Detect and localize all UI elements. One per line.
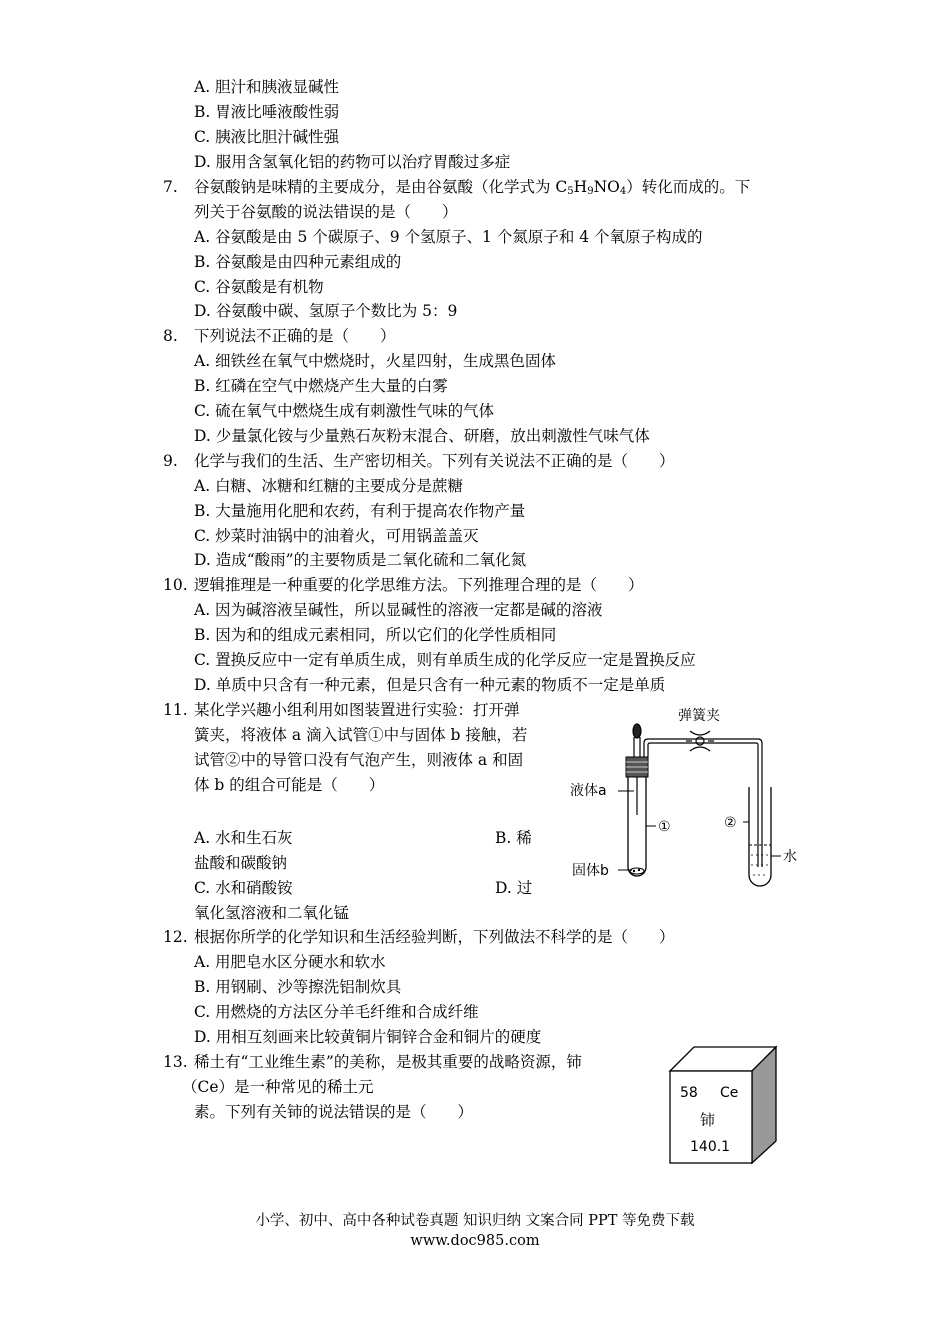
q11-option-a: A. 水和生石灰 — [194, 829, 293, 847]
q6-option-b: B. 胃液比唾液酸性弱 — [194, 103, 340, 121]
q10-number: 10. — [163, 576, 188, 594]
tube-1-label: ① — [658, 819, 671, 835]
q6-option-a: A. 胆汁和胰液显碱性 — [194, 78, 340, 96]
q11-stem-line2: 簧夹，将液体 a 滴入试管①中与固体 b 接触，若 — [194, 726, 528, 744]
q12-number: 12. — [163, 928, 188, 946]
footer-url[interactable]: www.doc985.com — [410, 1233, 540, 1249]
q12-option-d: D. 用相互刻画来比较黄铜片铜锌合金和铜片的硬度 — [194, 1028, 542, 1046]
q6-option-d: D. 服用含氢氧化铝的药物可以治疗胃酸过多症 — [194, 153, 511, 171]
q10-option-b: B. 因为和的组成元素相同，所以它们的化学性质相同 — [194, 626, 557, 644]
q9-option-c: C. 炒菜时油锅中的油着火，可用锅盖盖灭 — [194, 527, 479, 545]
q7-stem-line1: 谷氨酸钠是味精的主要成分，是由谷氨酸（化学式为 $C_5H_9NO_4$）转化而成的。下 — [194, 178, 751, 197]
element-name: 铈 — [700, 1111, 716, 1129]
test-tube-2-icon — [749, 787, 771, 886]
q7-number: 7. — [163, 178, 178, 196]
spring-clip-label: 弹簧夹 — [678, 708, 720, 724]
q13-stem-line1: 稀土有“工业维生素”的美称，是极其重要的战略资源，铈 — [194, 1053, 582, 1071]
element-symbol: Ce — [720, 1085, 739, 1101]
q11-number: 11. — [163, 701, 188, 719]
q11-stem-line1: 某化学兴趣小组利用如图装置进行实验：打开弹 — [194, 701, 520, 719]
q7-option-b: B. 谷氨酸是由四种元素组成的 — [194, 253, 402, 271]
spring-clip-icon — [686, 731, 714, 751]
q8-option-b: B. 红磷在空气中燃烧产生大量的白雾 — [194, 377, 448, 395]
q12-stem: 根据你所学的化学知识和生活经验判断，下列做法不科学的是（ ） — [194, 928, 675, 946]
q12-option-b: B. 用钢刷、沙等擦洗铝制炊具 — [194, 978, 402, 996]
q11-option-c: C. 水和硝酸铵 — [194, 879, 293, 897]
q7-option-d: D. 谷氨酸中碳、氢原子个数比为 5：9 — [194, 302, 458, 320]
atomic-mass: 140.1 — [690, 1139, 731, 1155]
tube-2-label: ② — [724, 815, 737, 831]
q11-option-d: D. 过 — [495, 879, 533, 897]
q10-option-a: A. 因为碱溶液呈碱性，所以显碱性的溶液一定都是碱的溶液 — [194, 601, 603, 619]
q9-option-b: B. 大量施用化肥和农药，有利于提高农作物产量 — [194, 502, 526, 520]
q8-option-a: A. 细铁丝在氧气中燃烧时，火星四射，生成黑色固体 — [194, 352, 557, 370]
q8-number: 8. — [163, 327, 178, 345]
q7-option-c: C. 谷氨酸是有机物 — [194, 278, 324, 296]
footer-tagline: 小学、初中、高中各种试卷真题 知识归纳 文案合同 PPT 等免费下载 — [255, 1213, 695, 1229]
q11-apparatus-figure — [560, 695, 805, 890]
delivery-tube-icon — [644, 739, 762, 867]
q7-option-a: A. 谷氨酸是由 5 个碳原子、9 个氢原子、1 个氮原子和 4 个氧原子构成的 — [194, 228, 703, 246]
cerium-element-card — [668, 1045, 783, 1167]
q13-stem-line3: 素。下列有关铈的说法错误的是（ ） — [194, 1103, 474, 1121]
q8-option-d: D. 少量氯化铵与少量熟石灰粉末混合、研磨，放出刺激性气味气体 — [194, 427, 650, 445]
liquid-a-label: 液体a — [570, 783, 607, 799]
q11-option-b: B. 稀 — [495, 829, 532, 847]
q12-option-c: C. 用燃烧的方法区分羊毛纤维和合成纤维 — [194, 1003, 479, 1021]
q11-stem-line3: 试管②中的导管口没有气泡产生，则液体 a 和固 — [194, 751, 524, 769]
solid-b-label: 固体b — [572, 863, 609, 879]
q9-option-a: A. 白糖、冰糖和红糖的主要成分是蔗糖 — [194, 477, 464, 495]
q7-stem-line2: 列关于谷氨酸的说法错误的是（ ） — [194, 203, 458, 221]
q10-stem: 逻辑推理是一种重要的化学思维方法。下列推理合理的是（ ） — [194, 576, 644, 594]
q13-stem-line2: （Ce）是一种常见的稀土元 — [182, 1078, 374, 1096]
q11-stem-line4: 体 b 的组合可能是（ ） — [194, 776, 385, 794]
water-label: 水 — [783, 849, 797, 865]
q8-option-c: C. 硫在氧气中燃烧生成有刺激性气味的气体 — [194, 402, 495, 420]
q9-number: 9. — [163, 452, 178, 470]
q13-number: 13. — [163, 1053, 188, 1071]
q8-stem: 下列说法不正确的是（ ） — [194, 327, 396, 345]
q12-option-a: A. 用肥皂水区分硬水和软水 — [194, 953, 386, 971]
q11-option-d-continued: 氧化氢溶液和二氧化锰 — [194, 904, 350, 922]
atomic-number: 58 — [680, 1085, 698, 1101]
q6-option-c: C. 胰液比胆汁碱性强 — [194, 128, 340, 146]
q9-option-d: D. 造成“酸雨”的主要物质是二氧化硫和二氧化氮 — [194, 551, 527, 569]
q11-option-b-continued: 盐酸和碳酸钠 — [194, 854, 288, 872]
q10-option-c: C. 置换反应中一定有单质生成，则有单质生成的化学反应一定是置换反应 — [194, 651, 696, 669]
q9-stem: 化学与我们的生活、生产密切相关。下列有关说法不正确的是（ ） — [194, 452, 675, 470]
q10-option-d: D. 单质中只含有一种元素，但是只含有一种元素的物质不一定是单质 — [194, 676, 666, 694]
